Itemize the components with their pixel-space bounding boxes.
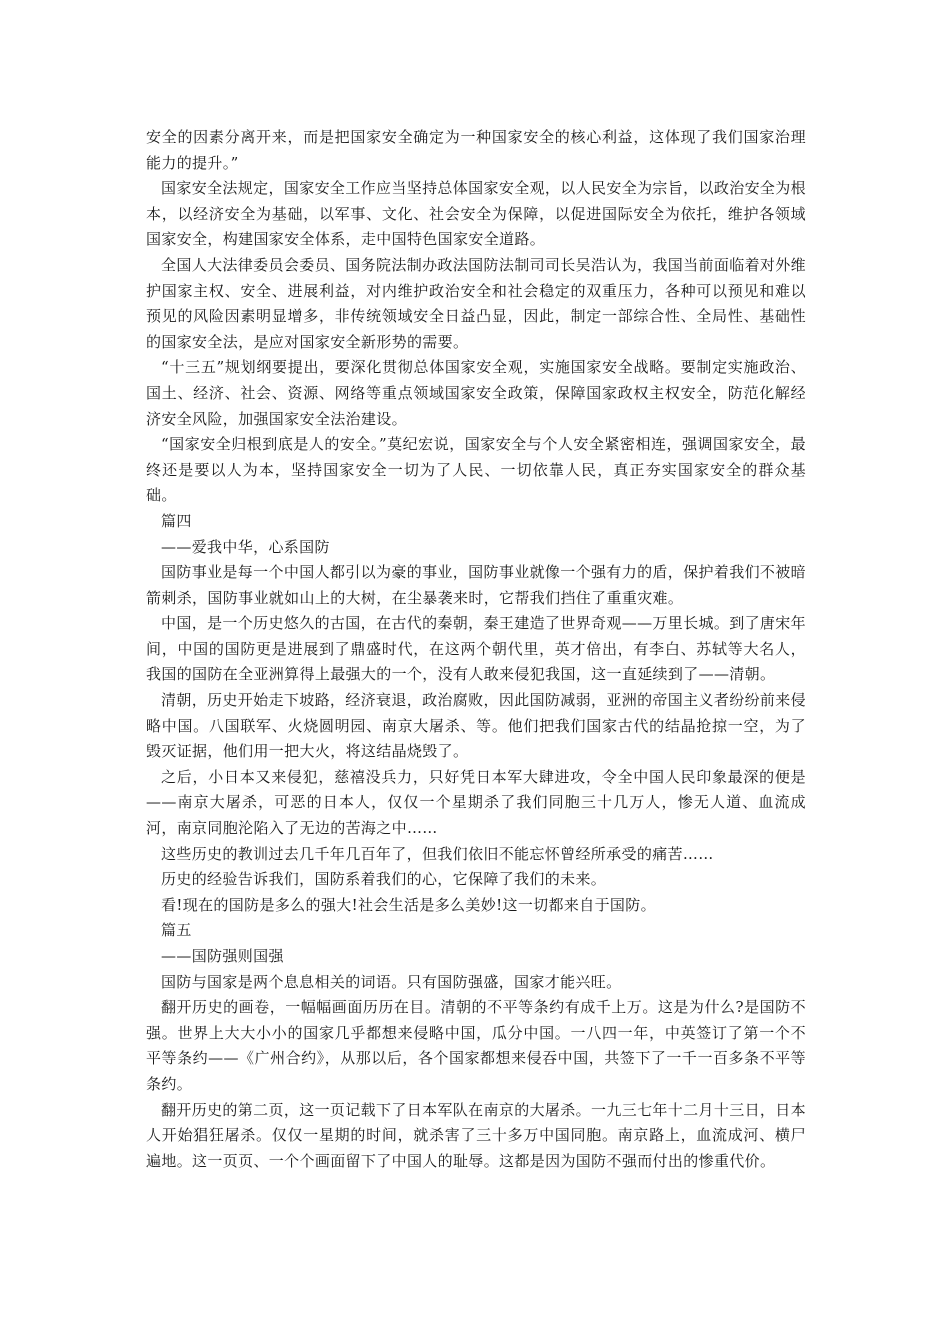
paragraph: 翻开历史的画卷，一幅幅画面历历在目。清朝的不平等条约有成千上万。这是为什么?是国防不强。世界上大大小小的国家几乎都想来侵略中国，瓜分中国。一八四一年，中英签订了第一个不平等条约——《广州合约》，从那以后，各个国家都想来侵吞中国，共签下了一千一百多条不平等条约。 bbox=[146, 998, 806, 1093]
paragraph: “国家安全归根到底是人的安全。”莫纪宏说，国家安全与个人安全紧密相连，强调国家安全，最终还是要以人为本，坚持国家安全一切为了人民、一切依靠人民，真正夯实国家安全的群众基础。 bbox=[146, 435, 806, 505]
paragraph: 这些历史的教训过去几千年几百年了，但我们依旧不能忘怀曾经所承受的痛苦…… bbox=[161, 844, 714, 863]
paragraph: 安全的因素分离开来，而是把国家安全确定为一种国家安全的核心利益，这体现了我们国家治理能力的提升。” bbox=[146, 128, 806, 172]
paragraph: 国家安全法规定，国家安全工作应当坚持总体国家安全观，以人民安全为宗旨，以政治安全为根本，以经济安全为基础，以军事、文化、社会安全为保障，以促进国际安全为依托，维护各领域国家安全，构建国家安全体系，走中国特色国家安全道路。 bbox=[146, 179, 806, 249]
paragraph: 看!现在的国防是多么的强大!社会生活是多么美妙!这一切都来自于国防。 bbox=[161, 895, 656, 914]
section-subtitle: ——爱我中华，心系国防 bbox=[161, 537, 330, 556]
paragraph: 全国人大法律委员会委员、国务院法制办政法国防法制司司长吴浩认为，我国当前面临着对外维护国家主权、安全、进展利益，对内维护政治安全和社会稳定的双重压力，各种可以预见和难以预见的风险因素明显增多，非传统领域安全日益凸显，因此，制定一部综合性、全局性、基础性的国家安全法，是应对国家安全新形势的需要。 bbox=[146, 255, 806, 351]
paragraph: 翻开历史的第二页，这一页记载下了日本军队在南京的大屠杀。一九三七年十二月十三日，日本人开始猖狂屠杀。仅仅一星期的时间，就杀害了三十多万中国同胞。南京路上，血流成河、横尸遍地。这一页页、一个个画面留下了中国人的耻辱。这都是因为国防不强而付出的惨重代价。 bbox=[146, 1100, 806, 1170]
paragraph: 之后，小日本又来侵犯，慈禧没兵力，只好凭日本军大肆进攻，令全中国人民印象最深的便是——南京大屠杀，可恶的日本人，仅仅一个星期杀了我们同胞三十几万人，惨无人道、血流成河，南京同胞沦陷入了无边的苦海之中…… bbox=[146, 767, 806, 838]
paragraph: 历史的经验告诉我们，国防系着我们的心，它保障了我们的未来。 bbox=[161, 870, 607, 889]
section-subtitle: ——国防强则国强 bbox=[161, 947, 284, 965]
section-heading: 篇四 bbox=[161, 511, 192, 530]
document-page bbox=[146, 125, 806, 1174]
section-heading: 篇五 bbox=[161, 921, 192, 940]
paragraph: 国防与国家是两个息息相关的词语。只有国防强盛，国家才能兴旺。 bbox=[161, 972, 622, 991]
paragraph: “十三五”规划纲要提出，要深化贯彻总体国家安全观，实施国家安全战略。要制定实施政治、国土、经济、社会、资源、网络等重点领域国家安全政策，保障国家政权主权安全，防范化解经济安全风险，加强国家安全法治建设。 bbox=[146, 358, 806, 428]
paragraph: 清朝，历史开始走下坡路，经济衰退，政治腐败，因此国防减弱，亚洲的帝国主义者纷纷前来侵略中国。八国联军、火烧圆明园、南京大屠杀、等。他们把我们国家古代的结晶抢掠一空，为了毁灭证据，他们用一把大火，将这结晶烧毁了。 bbox=[146, 691, 806, 761]
paragraph: 国防事业是每一个中国人都引以为豪的事业，国防事业就像一个强有力的盾，保护着我们不被暗箭刺杀，国防事业就如山上的大树，在尘暴袭来时，它帮我们挡住了重重灾难。 bbox=[146, 563, 806, 607]
paragraph: 中国，是一个历史悠久的古国，在古代的秦朝，秦王建造了世界奇观——万里长城。到了唐宋年间，中国的国防更是进展到了鼎盛时代，在这两个朝代里，英才倍出，有李白、苏轼等大名人，我国的国防在全亚洲算得上最强大的一个，没有人敢来侵犯我国，这一直延续到了——清朝。 bbox=[146, 614, 806, 684]
